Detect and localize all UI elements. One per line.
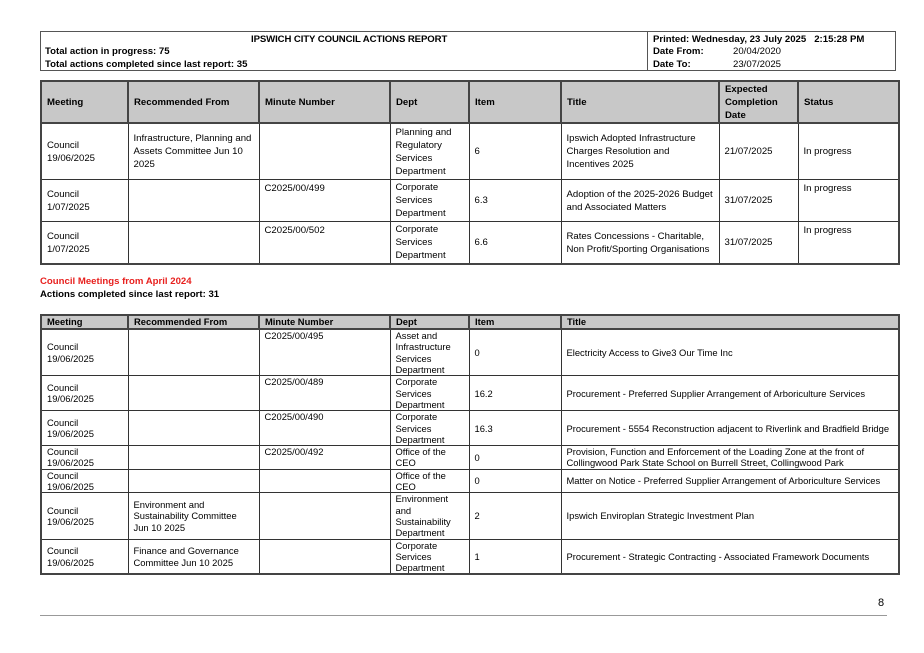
title-cell: Procurement - 5554 Reconstruction adjacent to Riverlink and Bradfield Bridge bbox=[561, 411, 899, 446]
column-header: Dept bbox=[390, 315, 469, 329]
report-header bbox=[40, 31, 896, 71]
column-header: Minute Number bbox=[259, 315, 390, 329]
column-header: Item bbox=[469, 315, 561, 329]
title-cell: Procurement - Strategic Contracting - Associated Framework Documents bbox=[561, 539, 899, 574]
column-header: Minute Number bbox=[259, 81, 390, 123]
column-header: Meeting bbox=[41, 315, 128, 329]
minute-number-cell bbox=[259, 493, 390, 539]
item-cell: 1 bbox=[469, 539, 561, 574]
column-header: Expected Completion Date bbox=[719, 81, 798, 123]
recommended-from-cell bbox=[128, 446, 259, 470]
title-cell: Rates Concessions - Charitable, Non Profit/Sporting Organisations bbox=[561, 222, 719, 265]
item-cell: 16.3 bbox=[469, 411, 561, 446]
meeting-cell: Council 19/06/2025 bbox=[41, 329, 128, 376]
dept-cell: Office of the CEO bbox=[390, 469, 469, 493]
dept-cell: Environment and Sustainability Department bbox=[390, 493, 469, 539]
column-header: Status bbox=[798, 81, 899, 123]
column-header: Recommended From bbox=[128, 81, 259, 123]
item-cell: 0 bbox=[469, 469, 561, 493]
recommended-from-cell: Finance and Governance Committee Jun 10 2025 bbox=[128, 539, 259, 574]
item-cell: 6.3 bbox=[469, 180, 561, 222]
table-row bbox=[41, 329, 899, 376]
footer-divider bbox=[40, 615, 887, 616]
expected-completion-cell: 31/07/2025 bbox=[719, 180, 798, 222]
item-cell: 2 bbox=[469, 493, 561, 539]
meeting-cell: Council 1/07/2025 bbox=[41, 180, 128, 222]
minute-number-cell: C2025/00/492 bbox=[259, 446, 390, 470]
meeting-cell: Council 1/07/2025 bbox=[41, 222, 128, 265]
status-cell: In progress bbox=[798, 180, 899, 222]
column-header: Title bbox=[561, 81, 719, 123]
minute-number-cell bbox=[259, 539, 390, 574]
section-subtitle: Actions completed since last report: 31 bbox=[40, 289, 220, 300]
table-row bbox=[41, 376, 899, 411]
date-to-label: Date To: bbox=[653, 59, 691, 70]
table-row bbox=[41, 469, 899, 493]
status-cell: In progress bbox=[798, 222, 899, 265]
title-cell: Ipswich Enviroplan Strategic Investment Plan bbox=[561, 493, 899, 539]
meeting-cell: Council 19/06/2025 bbox=[41, 446, 128, 470]
minute-number-cell: C2025/00/495 bbox=[259, 329, 390, 376]
minute-number-cell: C2025/00/490 bbox=[259, 411, 390, 446]
recommended-from-cell: Infrastructure, Planning and Assets Committee Jun 10 2025 bbox=[128, 123, 259, 180]
item-cell: 6 bbox=[469, 123, 561, 180]
recommended-from-cell bbox=[128, 411, 259, 446]
meeting-cell: Council 19/06/2025 bbox=[41, 539, 128, 574]
title-cell: Adoption of the 2025-2026 Budget and Associated Matters bbox=[561, 180, 719, 222]
expected-completion-cell: 31/07/2025 bbox=[719, 222, 798, 265]
column-header: Dept bbox=[390, 81, 469, 123]
section-title: Council Meetings from April 2024 bbox=[40, 276, 192, 287]
meeting-cell: Council 19/06/2025 bbox=[41, 376, 128, 411]
meeting-cell: Council 19/06/2025 bbox=[41, 411, 128, 446]
column-header: Item bbox=[469, 81, 561, 123]
item-cell: 6.6 bbox=[469, 222, 561, 265]
dept-cell: Corporate Services Department bbox=[390, 180, 469, 222]
completed-actions-table bbox=[40, 314, 900, 575]
minute-number-cell bbox=[259, 123, 390, 180]
recommended-from-cell bbox=[128, 222, 259, 265]
column-header: Title bbox=[561, 315, 899, 329]
recommended-from-cell bbox=[128, 376, 259, 411]
dept-cell: Planning and Regulatory Services Department bbox=[390, 123, 469, 180]
dept-cell: Corporate Services Department bbox=[390, 376, 469, 411]
dept-cell: Office of the CEO bbox=[390, 446, 469, 470]
recommended-from-cell: Environment and Sustainability Committee Jun 10 2025 bbox=[128, 493, 259, 539]
item-cell: 0 bbox=[469, 329, 561, 376]
dept-cell: Corporate Services Department bbox=[390, 411, 469, 446]
title-cell: Electricity Access to Give3 Our Time Inc bbox=[561, 329, 899, 376]
in-progress-table bbox=[40, 80, 900, 265]
total-completed: Total actions completed since last report: 35 bbox=[45, 59, 248, 70]
printed-date: Printed: Wednesday, 23 July 2025 2:15:28 PM bbox=[653, 34, 865, 45]
meeting-cell: Council 19/06/2025 bbox=[41, 123, 128, 180]
title-cell: Provision, Function and Enforcement of the Loading Zone at the front of Collingwood Park State School on Burrell Street, Collingwood Park bbox=[561, 446, 899, 470]
meeting-cell: Council 19/06/2025 bbox=[41, 469, 128, 493]
recommended-from-cell bbox=[128, 180, 259, 222]
recommended-from-cell bbox=[128, 329, 259, 376]
table-header-row bbox=[41, 81, 899, 123]
report-title: IPSWICH CITY COUNCIL ACTIONS REPORT bbox=[251, 34, 448, 45]
table-row bbox=[41, 123, 899, 180]
column-header: Meeting bbox=[41, 81, 128, 123]
minute-number-cell: C2025/00/502 bbox=[259, 222, 390, 265]
table-row bbox=[41, 411, 899, 446]
item-cell: 16.2 bbox=[469, 376, 561, 411]
table-row bbox=[41, 493, 899, 539]
dept-cell: Asset and Infrastructure Services Department bbox=[390, 329, 469, 376]
page-number: 8 bbox=[878, 597, 885, 609]
table-row bbox=[41, 180, 899, 222]
column-header: Recommended From bbox=[128, 315, 259, 329]
table-row bbox=[41, 446, 899, 470]
header-divider bbox=[647, 32, 648, 70]
title-cell: Procurement - Preferred Supplier Arrangement of Arboriculture Services bbox=[561, 376, 899, 411]
status-cell: In progress bbox=[798, 123, 899, 180]
minute-number-cell: C2025/00/489 bbox=[259, 376, 390, 411]
table-row bbox=[41, 222, 899, 265]
table-header-row bbox=[41, 315, 899, 329]
recommended-from-cell bbox=[128, 469, 259, 493]
title-cell: Ipswich Adopted Infrastructure Charges Resolution and Incentives 2025 bbox=[561, 123, 719, 180]
dept-cell: Corporate Services Department bbox=[390, 539, 469, 574]
expected-completion-cell: 21/07/2025 bbox=[719, 123, 798, 180]
date-from-value: 20/04/2020 bbox=[733, 46, 782, 57]
minute-number-cell bbox=[259, 469, 390, 493]
date-to-value: 23/07/2025 bbox=[733, 59, 782, 70]
item-cell: 0 bbox=[469, 446, 561, 470]
meeting-cell: Council 19/06/2025 bbox=[41, 493, 128, 539]
date-from-label: Date From: bbox=[653, 46, 704, 57]
table-row bbox=[41, 539, 899, 574]
total-in-progress: Total action in progress: 75 bbox=[45, 46, 170, 57]
title-cell: Matter on Notice - Preferred Supplier Arrangement of Arboriculture Services bbox=[561, 469, 899, 493]
minute-number-cell: C2025/00/499 bbox=[259, 180, 390, 222]
dept-cell: Corporate Services Department bbox=[390, 222, 469, 265]
